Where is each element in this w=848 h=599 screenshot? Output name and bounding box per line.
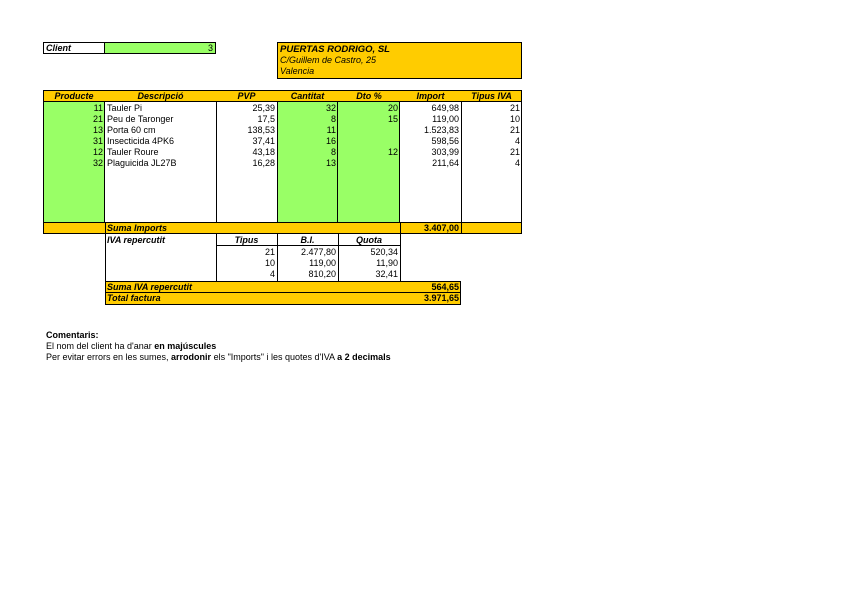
comment-line-2: Per evitar errors en les sumes, arrodonir els "Imports" i les quotes d'IVA a 2 decimals xyxy=(46,352,391,362)
row-import: 649,98 xyxy=(431,103,459,113)
row-pvp: 43,18 xyxy=(252,147,275,157)
row-import: 1.523,83 xyxy=(423,125,459,135)
company-address: C/Guillem de Castro, 25 xyxy=(280,55,377,65)
iva-header-tipus: Tipus xyxy=(234,235,259,245)
comment-line-1: El nom del client ha d'anar en majúscules xyxy=(46,341,217,351)
company-box xyxy=(277,42,522,79)
row-import: 211,64 xyxy=(432,158,459,168)
row-dto[interactable] xyxy=(338,125,400,136)
row-dto[interactable]: 20 xyxy=(387,103,398,113)
row-descripcio: Peu de Taronger xyxy=(107,114,174,124)
iva-row-bi: 810,20 xyxy=(308,269,336,279)
row-dto[interactable]: 12 xyxy=(387,147,398,157)
header-tipus-iva: Tipus IVA xyxy=(471,91,512,101)
row-dto[interactable] xyxy=(338,158,400,169)
row-dto[interactable] xyxy=(338,136,400,147)
total-value: 3.971,65 xyxy=(423,293,459,303)
row-producte[interactable]: 12 xyxy=(92,147,103,157)
row-cantitat[interactable]: 32 xyxy=(325,103,336,113)
iva-row-tipus: 21 xyxy=(264,247,275,257)
iva-row-quota: 32,41 xyxy=(375,269,398,279)
row-import: 303,99 xyxy=(431,147,459,157)
header-import: Import xyxy=(416,91,445,101)
suma-imports-label: Suma Imports xyxy=(107,223,168,233)
row-pvp: 16,28 xyxy=(252,158,275,168)
iva-row-tipus: 10 xyxy=(264,258,275,268)
comments xyxy=(46,330,546,363)
row-cantitat[interactable]: 8 xyxy=(330,114,336,124)
comments-title: Comentaris: xyxy=(46,330,99,340)
row-import: 598,56 xyxy=(431,136,459,146)
row-cantitat[interactable]: 16 xyxy=(325,136,336,146)
row-tipus-iva: 4 xyxy=(514,136,520,146)
header-pvp: PVP xyxy=(237,91,256,101)
row-producte[interactable]: 13 xyxy=(92,125,103,135)
row-dto[interactable]: 15 xyxy=(387,114,398,124)
company-name: PUERTAS RODRIGO, SL xyxy=(280,44,390,55)
row-tipus-iva: 21 xyxy=(509,103,520,113)
iva-row-tipus: 4 xyxy=(269,269,275,279)
row-descripcio: Plaguicida JL27B xyxy=(107,158,177,168)
total-label: Total factura xyxy=(107,293,161,303)
row-tipus-iva: 21 xyxy=(509,125,520,135)
row-tipus-iva: 4 xyxy=(514,158,520,168)
row-tipus-iva: 10 xyxy=(509,114,520,124)
client-value-cell[interactable] xyxy=(104,42,216,54)
suma-iva-label: Suma IVA repercutit xyxy=(107,282,193,292)
row-tipus-iva: 21 xyxy=(509,147,520,157)
iva-label: IVA repercutit xyxy=(107,235,166,245)
header-dto: Dto % xyxy=(356,91,382,101)
row-pvp: 37,41 xyxy=(252,136,275,146)
iva-row-quota: 520,34 xyxy=(370,247,398,257)
row-descripcio: Tauler Pi xyxy=(107,103,143,113)
client-value: 3 xyxy=(207,43,213,53)
iva-header-bi: B.I. xyxy=(300,235,315,245)
iva-row-bi: 119,00 xyxy=(309,258,336,268)
suma-iva-value: 564,65 xyxy=(431,282,459,292)
row-producte[interactable]: 11 xyxy=(93,103,103,113)
row-pvp: 138,53 xyxy=(247,125,275,135)
row-pvp: 17,5 xyxy=(257,114,275,124)
header-descripcio: Descripció xyxy=(137,91,184,101)
header-cantitat: Cantitat xyxy=(290,91,325,101)
suma-imports-value: 3.407,00 xyxy=(423,223,459,233)
row-cantitat[interactable]: 11 xyxy=(326,125,336,135)
iva-row-quota: 11,90 xyxy=(376,258,398,268)
iva-header-quota: Quota xyxy=(356,235,382,245)
iva-row-bi: 2.477,80 xyxy=(300,247,336,257)
row-descripcio: Porta 60 cm xyxy=(107,125,156,135)
row-cantitat[interactable]: 13 xyxy=(325,158,336,168)
row-producte[interactable]: 31 xyxy=(92,136,103,146)
row-pvp: 25,39 xyxy=(252,103,275,113)
client-label-cell xyxy=(43,42,105,54)
row-descripcio: Insecticida 4PK6 xyxy=(107,136,175,146)
row-import: 119,00 xyxy=(432,114,459,124)
row-descripcio: Tauler Roure xyxy=(107,147,159,157)
company-city: Valencia xyxy=(280,66,315,76)
row-producte[interactable]: 21 xyxy=(92,114,103,124)
header-producte: Producte xyxy=(54,91,94,101)
client-label: Client xyxy=(46,43,72,53)
row-cantitat[interactable]: 8 xyxy=(330,147,336,157)
row-producte[interactable]: 32 xyxy=(92,158,103,168)
